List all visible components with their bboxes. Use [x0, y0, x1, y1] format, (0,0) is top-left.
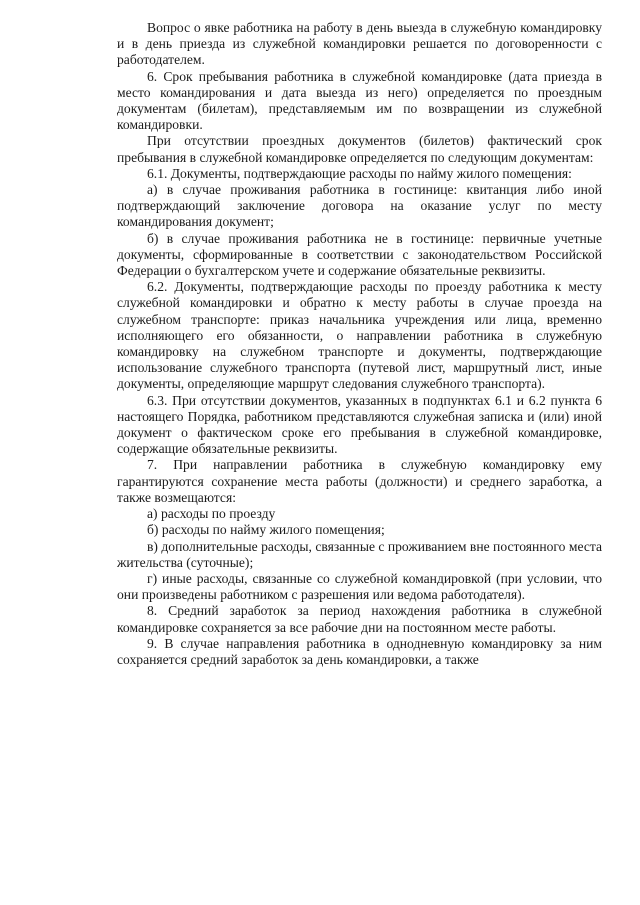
paragraph-7-v-per-diem: в) дополнительные расходы, связанные с проживанием вне постоянного места жительства (суточные);: [117, 538, 602, 570]
paragraph-9-one-day-trip: 9. В случае направления работника в однодневную командировку за ним сохраняется средний заработок за день командировки, а также: [117, 635, 602, 667]
paragraph-6-1-housing-documents: 6.1. Документы, подтверждающие расходы по найму жилого помещения:: [147, 165, 572, 181]
paragraph-7-a-travel: а) расходы по проезду: [147, 506, 276, 522]
paragraph-6-3-missing-documents: 6.3. При отсутствии документов, указанных в подпунктах 6.1 и 6.2 пункта 6 настоящего Порядка, работником представляются служебная записка и (или) иной документ о фактическом сроке его пребывания в служебной командировке, содержащие обязательные реквизиты.: [117, 392, 602, 457]
paragraph-appearance-on-travel-day: Вопрос о явке работника на работу в день выезда в служебную командировку и в день приезда из служебной командировки решается по договоренности с работодателем.: [117, 20, 602, 68]
paragraph-7-g-other: г) иные расходы, связанные со служебной командировкой (при условии, что они произведены работником с разрешения или ведома работодателя).: [117, 570, 602, 603]
paragraph-6-2-transport-documents: 6.2. Документы, подтверждающие расходы по проезду работника к месту служебной командировки и обратно к месту работы в случае проезда на служебном транспорте: приказ начальника учреждения или лица, временно исполняющего его обязанности, о направлении работника в служебную командировку на служебном транспорте и документы, подтверждающие использование служебного транспорта (путевой лист, маршрутный лист, иные документы, определяющие маршрут следования служебного транспорта).: [117, 279, 602, 392]
paragraph-no-travel-documents: При отсутствии проездных документов (билетов) фактический срок пребывания в служебной командировке определяется по следующим документам:: [117, 133, 602, 165]
document-body: [117, 20, 602, 668]
paragraph-8-average-earnings: 8. Средний заработок за период нахождения работника в служебной командировке сохраняется за все рабочие дни на постоянном месте работы.: [117, 603, 602, 635]
paragraph-6-1-b-not-hotel: б) в случае проживания работника не в гостинице: первичные учетные документы, сформированные в соответствии с законодательством Российской Федерации о бухгалтерском учете и содержание обязательные реквизиты.: [117, 230, 602, 279]
paragraph-7-guarantees: 7. При направлении работника в служебную командировку ему гарантируются сохранение места работы (должности) и среднего заработка, а также возмещаются:: [117, 457, 602, 505]
paragraph-7-b-housing: б) расходы по найму жилого помещения;: [147, 522, 385, 538]
paragraph-6-trip-duration: 6. Срок пребывания работника в служебной командировке (дата приезда в место командирования и дата выезда из него) определяется по проездным документам (билетам), представляемым им по возвращении из служебной командировки.: [117, 68, 602, 133]
paragraph-6-1-a-hotel: а) в случае проживания работника в гостинице: квитанция либо иной подтверждающий заключение договора на оказание услуг по месту командирования документ;: [117, 182, 602, 230]
